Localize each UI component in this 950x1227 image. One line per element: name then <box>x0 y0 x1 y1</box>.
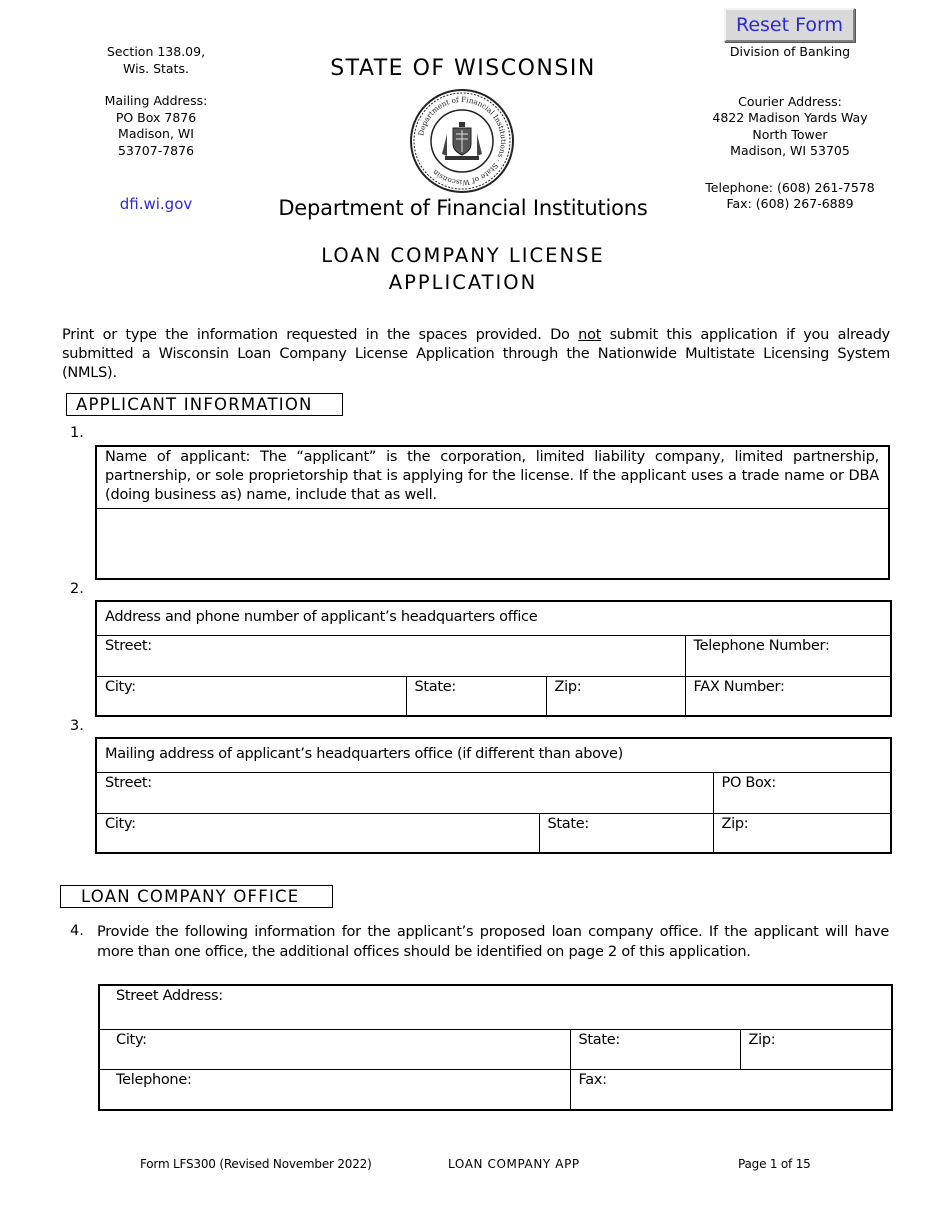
statute-line-1: Section 138.09, <box>106 44 206 59</box>
hq-street-field[interactable]: Street: <box>96 635 685 676</box>
section-loan-company-office: LOAN COMPANY OFFICE <box>60 885 333 908</box>
courier-address-line-3: Madison, WI 53705 <box>730 143 850 158</box>
state-title: STATE OF WISCONSIN <box>330 56 596 81</box>
applicant-name-description: Name of applicant: The “applicant” is the corporation, limited liability company, limited partnership, partnership, or sole proprietorship that is applying for the license. If the applicant uses a trade name or DBA (doing business as) name, include that as well. <box>97 447 888 509</box>
headquarters-heading: Address and phone number of applicant’s headquarters office <box>96 601 891 635</box>
svg-text:Department of Financial Instit: Department of Financial Institutions · State of Wisconsin <box>416 94 509 188</box>
office-zip-field[interactable]: Zip: <box>740 1029 892 1069</box>
mail-street-field[interactable]: Street: <box>96 772 713 813</box>
hq-fax-field[interactable]: FAX Number: <box>685 676 891 716</box>
form-title-line-1: LOAN COMPANY LICENSE <box>321 244 605 267</box>
question-number-4: 4. <box>70 923 84 939</box>
office-telephone-field[interactable]: Telephone: <box>99 1069 570 1110</box>
footer-form-id: Form LFS300 (Revised November 2022) <box>140 1157 372 1171</box>
not-emphasis: not <box>578 327 602 343</box>
reset-form-button[interactable]: Reset Form <box>724 8 855 42</box>
website-link[interactable]: dfi.wi.gov <box>119 195 193 213</box>
form-title <box>250 242 676 296</box>
mail-zip-field[interactable]: Zip: <box>713 813 891 853</box>
office-address-table <box>98 984 893 1111</box>
mail-state-field[interactable]: State: <box>539 813 713 853</box>
left-header <box>88 44 224 159</box>
question-number-3: 3. <box>70 718 84 734</box>
telephone-number: Telephone: (608) 261-7578 <box>705 179 875 195</box>
state-seal-icon <box>409 88 515 194</box>
headquarters-address-table <box>95 600 892 717</box>
office-city-field[interactable]: City: <box>99 1029 570 1069</box>
office-fax-field[interactable]: Fax: <box>570 1069 892 1110</box>
office-state-field[interactable]: State: <box>570 1029 740 1069</box>
footer-form-name: LOAN COMPANY APP <box>448 1157 580 1171</box>
office-instructions: Provide the following information for the applicant’s proposed loan company office. If the applicant will have more than one office, the additional offices should be identified on page 2 of this application. <box>97 924 889 960</box>
courier-address-line-1: 4822 Madison Yards Way <box>712 110 868 125</box>
form-title-line-2: APPLICATION <box>388 271 538 294</box>
right-header <box>700 44 880 213</box>
mailing-address-table <box>95 737 892 854</box>
mail-city-field[interactable]: City: <box>96 813 539 853</box>
courier-address-line-2: North Tower <box>752 126 828 142</box>
applicant-name-box <box>95 445 890 580</box>
statute-line-2: Wis. Stats. <box>123 60 189 76</box>
question-number-1: 1. <box>70 425 84 441</box>
mailing-address-line-1: PO Box 7876 <box>115 109 197 125</box>
mail-po-box-field[interactable]: PO Box: <box>713 772 891 813</box>
question-number-2: 2. <box>70 581 84 597</box>
mailing-heading: Mailing address of applicant’s headquarters office (if different than above) <box>96 738 891 772</box>
hq-telephone-field[interactable]: Telephone Number: <box>685 635 891 676</box>
hq-state-field[interactable]: State: <box>406 676 546 716</box>
mailing-address-line-3: 53707-7876 <box>117 142 195 158</box>
office-street-field[interactable]: Street Address: <box>99 985 892 1029</box>
mailing-address-line-2: Madison, WI <box>118 126 194 141</box>
fax-number: Fax: (608) 267-6889 <box>726 196 854 211</box>
footer-page-number: Page 1 of 15 <box>738 1157 811 1171</box>
division-name: Division of Banking <box>729 44 851 59</box>
section-applicant-information: APPLICANT INFORMATION <box>66 393 343 416</box>
applicant-name-field[interactable] <box>97 509 888 579</box>
department-name: Department of Financial Institutions <box>278 196 648 220</box>
hq-zip-field[interactable]: Zip: <box>546 676 685 716</box>
intro-paragraph: Print or type the information requested in the spaces provided. Do not submit this application if you already submitted a Wisconsin Loan Company License Application through the Nationwide Multistate Licensing System (NMLS). <box>62 327 890 381</box>
mailing-address-label: Mailing Address: <box>104 93 208 108</box>
courier-address-label: Courier Address: <box>738 93 842 109</box>
hq-city-field[interactable]: City: <box>96 676 406 716</box>
